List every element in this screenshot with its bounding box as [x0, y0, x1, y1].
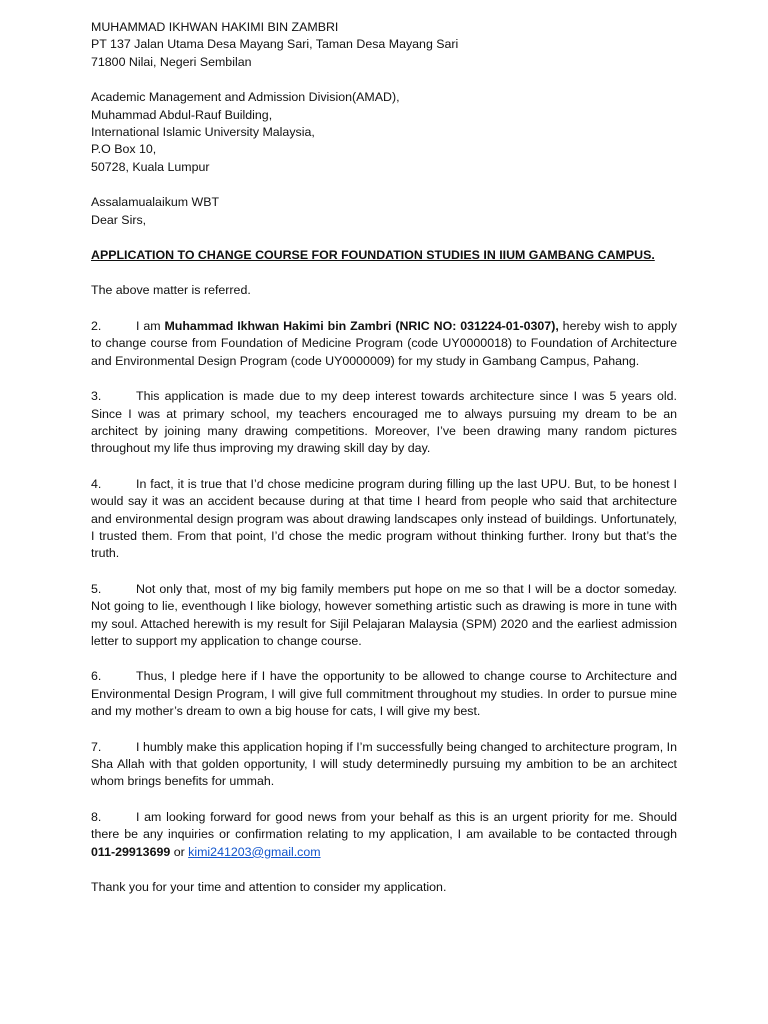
- paragraph-3-text: This application is made due to my deep interest towards architecture since I was 5 years old. Since I was at primary school, my teachers encouraged me to always pursuing my dream to be an architect by joining many drawing competitions. Moreover, I’ve been drawing many random pictures throughout my life thus improving my drawing skill day by day.: [91, 389, 677, 456]
- closing-line: Thank you for your time and attention to consider my application.: [91, 880, 447, 895]
- paragraph-8-text: I am looking forward for good news from your behalf as this is an urgent priority for me. Should there be any inquiries or confirmation relating to my application, I am available to be contacted through: [91, 809, 677, 842]
- recipient-line3: International Islamic University Malaysia,: [91, 125, 315, 140]
- sender-address-line1: PT 137 Jalan Utama Desa Mayang Sari, Taman Desa Mayang Sari: [91, 37, 459, 52]
- paragraph-number: 6.: [91, 669, 102, 684]
- recipient-line5: 50728, Kuala Lumpur: [91, 159, 210, 174]
- paragraph-4-text: In fact, it is true that I’d chose medicine program during filling up the last UPU. But, to be honest I would say it was an accident because during at that time I heard from people who said that architecture and environmental design program was about drawing landscapes only instead of buildings. Unfortunately, I trusted them. From that point, I’d chose the medic program without thinking further. Irony but that’s the truth.: [91, 476, 677, 561]
- contact-or: or: [170, 844, 189, 859]
- greeting-block: [91, 194, 677, 229]
- paragraph-2-pre: I am: [136, 318, 165, 333]
- paragraph-7-text: I humbly make this application hoping if I’m successfully being changed to architecture program, In Sha Allah with that golden opportunity, I will study determinedly pursuing my ambition to be an architect whom brings benefits for ummah.: [91, 739, 677, 789]
- recipient-block: [91, 89, 677, 176]
- paragraph-6: [91, 668, 677, 720]
- intro-paragraph: The above matter is referred.: [91, 283, 251, 298]
- greeting-salam: Assalamualaikum WBT: [91, 195, 220, 210]
- applicant-identity: Muhammad Ikhwan Hakimi bin Zambri (NRIC NO: 031224-01-0307),: [164, 318, 559, 333]
- paragraph-number: 8.: [91, 809, 102, 824]
- paragraph-3: [91, 388, 677, 458]
- paragraph-2-post: hereby wish to apply to change course from Foundation of Medicine Program (code UY0000018) to Foundation of Architecture and Environmental Design Program (code UY0000009) for my study in Gambang Campus, Pahang.: [91, 318, 678, 368]
- paragraph-number: 2.: [91, 318, 102, 333]
- paragraph-4: [91, 476, 677, 563]
- recipient-line1: Academic Management and Admission Division(AMAD),: [91, 90, 400, 105]
- paragraph-5: [91, 581, 677, 651]
- paragraph-6-text: Thus, I pledge here if I have the opportunity to be allowed to change course to Architecture and Environmental Design Program, I will give full commitment throughout my studies. In order to pursue mine and my mother’s dream to own a big house for cats, I will give my best.: [91, 669, 677, 719]
- sender-block: [91, 19, 677, 71]
- paragraph-number: 4.: [91, 476, 102, 491]
- paragraph-number: 5.: [91, 581, 102, 596]
- paragraph-5-text: Not only that, most of my big family members put hope on me so that I will be a doctor someday. Not going to lie, eventhough I like biology, however something artistic such as drawing is more in tune with my soul. Attached herewith is my result for Sijil Pelajaran Malaysia (SPM) 2020 and the earliest admission letter to support my application to change course.: [91, 581, 677, 648]
- paragraph-number: 7.: [91, 739, 102, 754]
- contact-email-link[interactable]: kimi241203@gmail.com: [188, 844, 321, 859]
- contact-phone: 011-29913699: [91, 844, 171, 859]
- paragraph-7: [91, 739, 677, 791]
- sender-name: MUHAMMAD IKHWAN HAKIMI BIN ZAMBRI: [91, 20, 339, 34]
- paragraph-8: [91, 809, 677, 861]
- sender-address-line2: 71800 Nilai, Negeri Sembilan: [91, 54, 252, 69]
- paragraph-number: 3.: [91, 389, 102, 404]
- greeting-dear: Dear Sirs,: [91, 212, 147, 227]
- letter-subject: APPLICATION TO CHANGE COURSE FOR FOUNDATION STUDIES IN IIUM GAMBANG CAMPUS.: [91, 248, 655, 263]
- paragraph-2: [91, 318, 677, 370]
- recipient-line2: Muhammad Abdul-Rauf Building,: [91, 107, 273, 122]
- recipient-line4: P.O Box 10,: [91, 142, 157, 157]
